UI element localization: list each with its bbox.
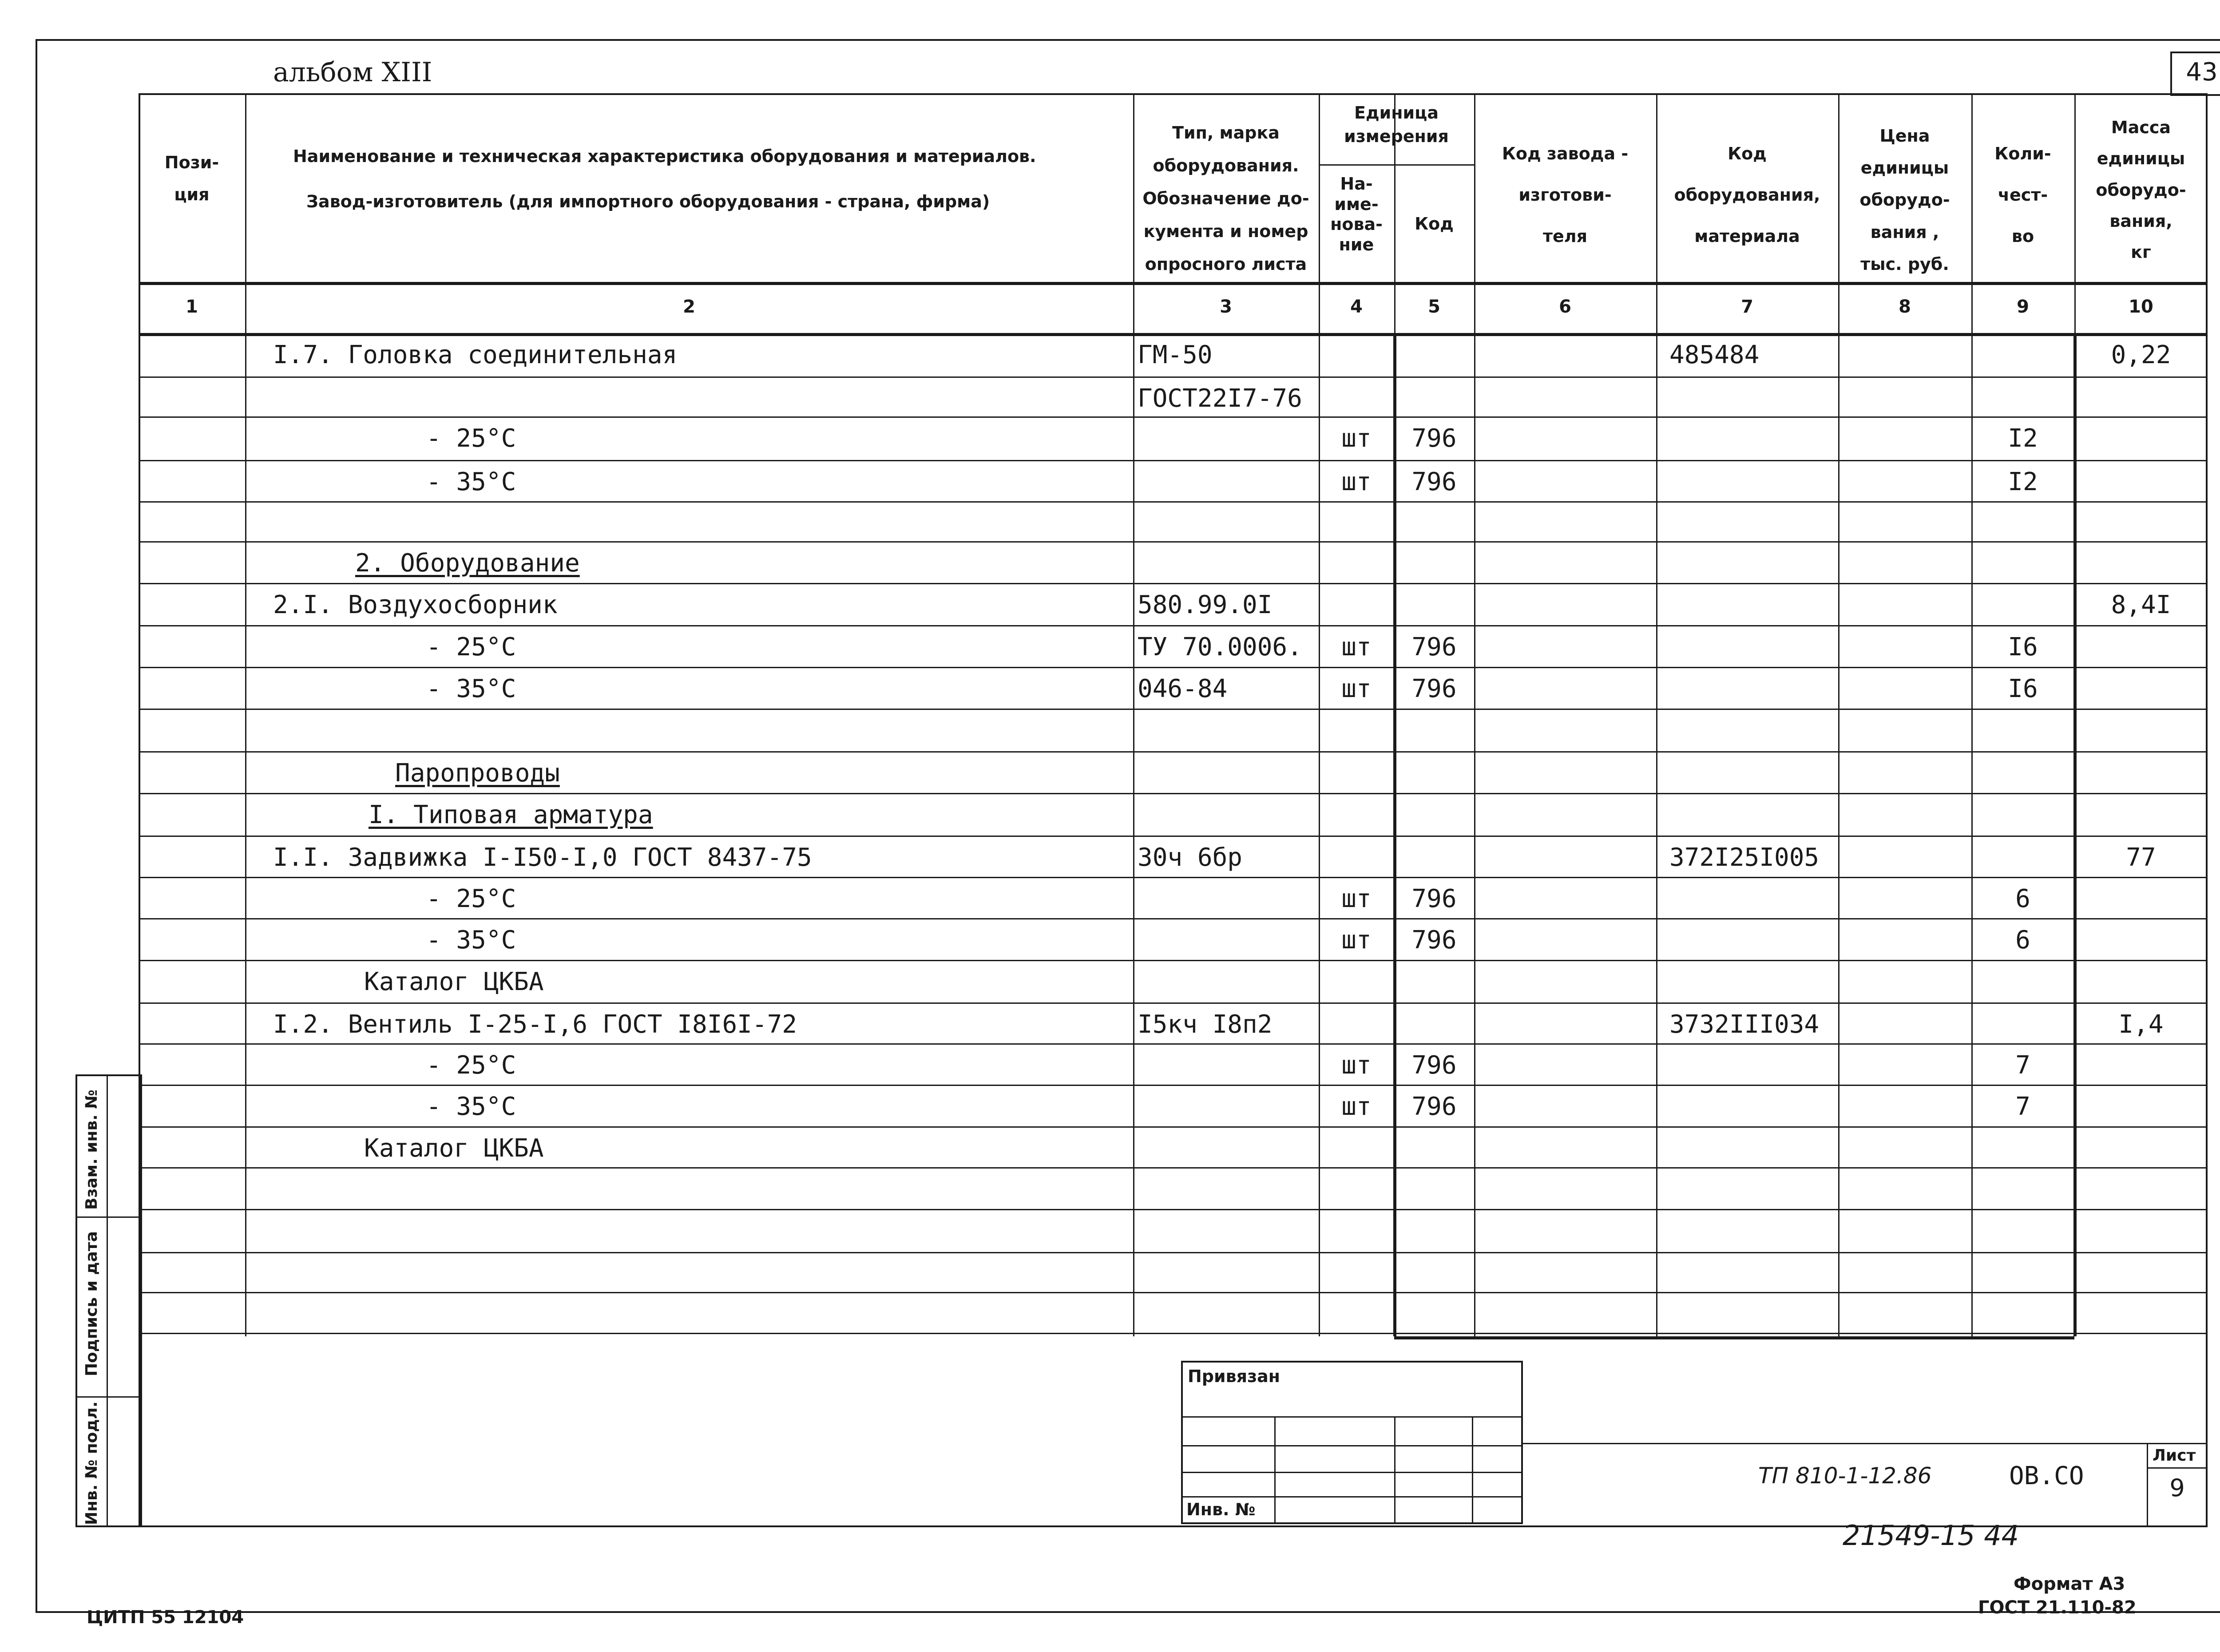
item-unit-code: 796 (1411, 1092, 1457, 1121)
header-mass: Масса единицы оборудо- вания, кг (2096, 118, 2186, 262)
header-position: Пози- ция (164, 153, 219, 205)
column-divider (245, 93, 246, 1336)
item-unit: шт (1341, 884, 1372, 913)
item-name: - 35°C (426, 926, 516, 955)
row-divider (139, 1043, 2208, 1045)
page-number: 43 (2186, 58, 2218, 87)
sheet-number: 9 (2169, 1474, 2185, 1502)
column-number: 8 (1899, 297, 1911, 317)
side-label-sign-date: Подпись и дата (83, 1231, 101, 1376)
sheet-label: Лист (2153, 1446, 2196, 1465)
item-mass: 0,22 (2111, 341, 2171, 369)
column-number: 4 (1350, 297, 1363, 317)
item-type: 580.99.0I (1138, 590, 1273, 619)
header-equipment-code: Код оборудования, материала (1674, 144, 1820, 246)
column-number: 6 (1559, 297, 1571, 317)
item-quantity: I6 (2008, 633, 2038, 662)
row-divider (139, 709, 2208, 710)
item-name: 2. Оборудование (355, 549, 580, 578)
row-divider (139, 793, 2208, 794)
item-name: I.2. Вентиль I-25-I,6 ГОСТ I8I6I-72 (273, 1010, 797, 1039)
item-unit: шт (1341, 467, 1372, 496)
stamp-linked-label: Привязан (1188, 1367, 1280, 1386)
column-number-line (139, 333, 2208, 336)
item-type: ГОСТ22I7-76 (1138, 384, 1302, 413)
item-quantity: I6 (2008, 674, 2038, 703)
item-name: - 25°C (426, 1051, 516, 1080)
header-name-line1: Наименование и техническая характеристика оборудования и материалов. (293, 147, 1036, 166)
row-divider (139, 1209, 2208, 1210)
row-divider (139, 751, 2208, 753)
album-label: альбом XIII (273, 57, 432, 88)
binding-strip-divider (75, 1396, 142, 1398)
stamp-col (1472, 1416, 1473, 1523)
row-divider (139, 416, 2208, 418)
item-quantity: 7 (2015, 1092, 2030, 1121)
header-name-line2: Завод-изготовитель (для импортного оборудования - страна, фирма) (306, 192, 990, 211)
item-type: 046-84 (1138, 674, 1228, 703)
item-name: I.7. Головка соединительная (273, 341, 678, 369)
row-divider (139, 1167, 2208, 1169)
header-unit-code: Код (1415, 214, 1454, 234)
item-unit: шт (1341, 1092, 1372, 1121)
binding-strip-inner (107, 1074, 108, 1527)
item-unit: шт (1341, 1051, 1372, 1080)
item-unit-code: 796 (1411, 884, 1457, 913)
column-divider (1474, 93, 1475, 1336)
item-quantity: 6 (2015, 884, 2030, 913)
item-name: Каталог ЦКБА (364, 1134, 544, 1163)
item-equipment-code: 485484 (1669, 341, 1760, 369)
row-divider (139, 1126, 2208, 1128)
item-unit-code: 796 (1411, 674, 1457, 703)
format-label: Формат А3 (2014, 1574, 2125, 1594)
row-divider (139, 918, 2208, 919)
item-type: 30ч 6бр (1138, 843, 1243, 872)
stamp-col (1394, 1416, 1395, 1523)
item-quantity: 6 (2015, 926, 2030, 955)
row-divider (139, 583, 2208, 584)
item-name: - 25°C (426, 633, 516, 662)
item-mass: 77 (2126, 843, 2156, 872)
item-name: - 25°C (426, 424, 516, 453)
side-label-inv-orig: Инв. № подл. (83, 1401, 101, 1525)
item-quantity: 7 (2015, 1051, 2030, 1080)
header-factory-code: Код завода - изготови- теля (1502, 144, 1629, 246)
row-divider (139, 1333, 2208, 1334)
row-divider (139, 625, 2208, 626)
item-unit-code: 796 (1411, 633, 1457, 662)
item-mass: 8,4I (2111, 590, 2171, 619)
item-type: ТУ 70.0006. (1138, 633, 1302, 662)
row-divider (139, 836, 2208, 837)
column-number: 2 (683, 297, 695, 317)
document-mark: ОВ.СО (2009, 1462, 2084, 1490)
side-label-vzam: Взам. инв. № (83, 1089, 101, 1210)
item-mass: I,4 (2118, 1010, 2164, 1039)
column-number: 7 (1741, 297, 1753, 317)
row-divider (139, 1085, 2208, 1086)
item-name: 2.I. Воздухосборник (273, 590, 558, 619)
title-block-top (1523, 1443, 2208, 1444)
bold-block-bottom (1394, 1336, 2074, 1339)
item-unit-code: 796 (1411, 467, 1457, 496)
row-divider (139, 667, 2208, 668)
column-number: 9 (2017, 297, 2029, 317)
item-unit: шт (1341, 424, 1372, 453)
column-divider (1971, 93, 1973, 1336)
item-unit-code: 796 (1411, 424, 1457, 453)
row-divider (139, 501, 2208, 503)
item-equipment-code: 372I25I005 (1669, 843, 1820, 872)
column-divider (1656, 93, 1657, 1336)
row-divider (139, 460, 2208, 461)
column-number: 5 (1428, 297, 1440, 317)
item-unit-code: 796 (1411, 1051, 1457, 1080)
item-unit: шт (1341, 633, 1372, 662)
column-number: 10 (2129, 297, 2153, 317)
header-unit-group: Единица измерения (1344, 103, 1449, 147)
header-price: Цена единицы оборудо- вания , тыс. руб. (1859, 126, 1950, 274)
item-unit: шт (1341, 926, 1372, 955)
header-type: Тип, марка оборудования. Обозначение до- кумента и номер опросного листа (1142, 123, 1309, 274)
header-bottom-line (139, 282, 2208, 285)
row-divider (139, 877, 2208, 878)
row-divider (139, 1002, 2208, 1004)
item-name: - 35°C (426, 674, 516, 703)
item-name: - 35°C (426, 1092, 516, 1121)
item-name: I. Типовая арматура (369, 800, 653, 829)
item-quantity: I2 (2008, 424, 2038, 453)
item-type: ГМ-50 (1138, 341, 1213, 369)
column-number: 3 (1220, 297, 1232, 317)
row-divider (139, 1292, 2208, 1293)
row-divider (139, 376, 2208, 378)
stamp-col (1274, 1416, 1276, 1523)
sheet-box-divider (2147, 1467, 2208, 1469)
item-unit: шт (1341, 674, 1372, 703)
item-name: I.I. Задвижка I-I50-I,0 ГОСТ 8437-75 (273, 843, 812, 872)
item-name: Каталог ЦКБА (364, 967, 544, 996)
stamp-inv-label: Инв. № (1186, 1500, 1256, 1519)
unit-group-divider (1319, 164, 1474, 166)
item-name: - 35°C (426, 467, 516, 496)
handwritten-number: 21549-15 44 (1843, 1519, 2019, 1552)
document-code: ТП 810-1-12.86 (1758, 1463, 1932, 1489)
printer-label: ЦИТП 55 12104 (87, 1607, 244, 1628)
column-divider (1319, 93, 1320, 1336)
row-divider (139, 541, 2208, 543)
binding-strip-divider (75, 1216, 142, 1218)
row-divider (139, 960, 2208, 961)
column-number: 1 (186, 297, 198, 317)
item-equipment-code: 3732III034 (1669, 1010, 1820, 1039)
item-name: - 25°C (426, 884, 516, 913)
item-unit-code: 796 (1411, 926, 1457, 955)
item-quantity: I2 (2008, 467, 2038, 496)
gost-label: ГОСТ 21.110-82 (1978, 1597, 2137, 1618)
header-unit-name: На- име- нова- ние (1330, 174, 1383, 254)
item-type: I5кч I8п2 (1138, 1010, 1273, 1039)
item-name: Паропроводы (395, 759, 560, 788)
header-quantity: Коли- чест- во (1994, 144, 2051, 246)
row-divider (139, 1252, 2208, 1253)
